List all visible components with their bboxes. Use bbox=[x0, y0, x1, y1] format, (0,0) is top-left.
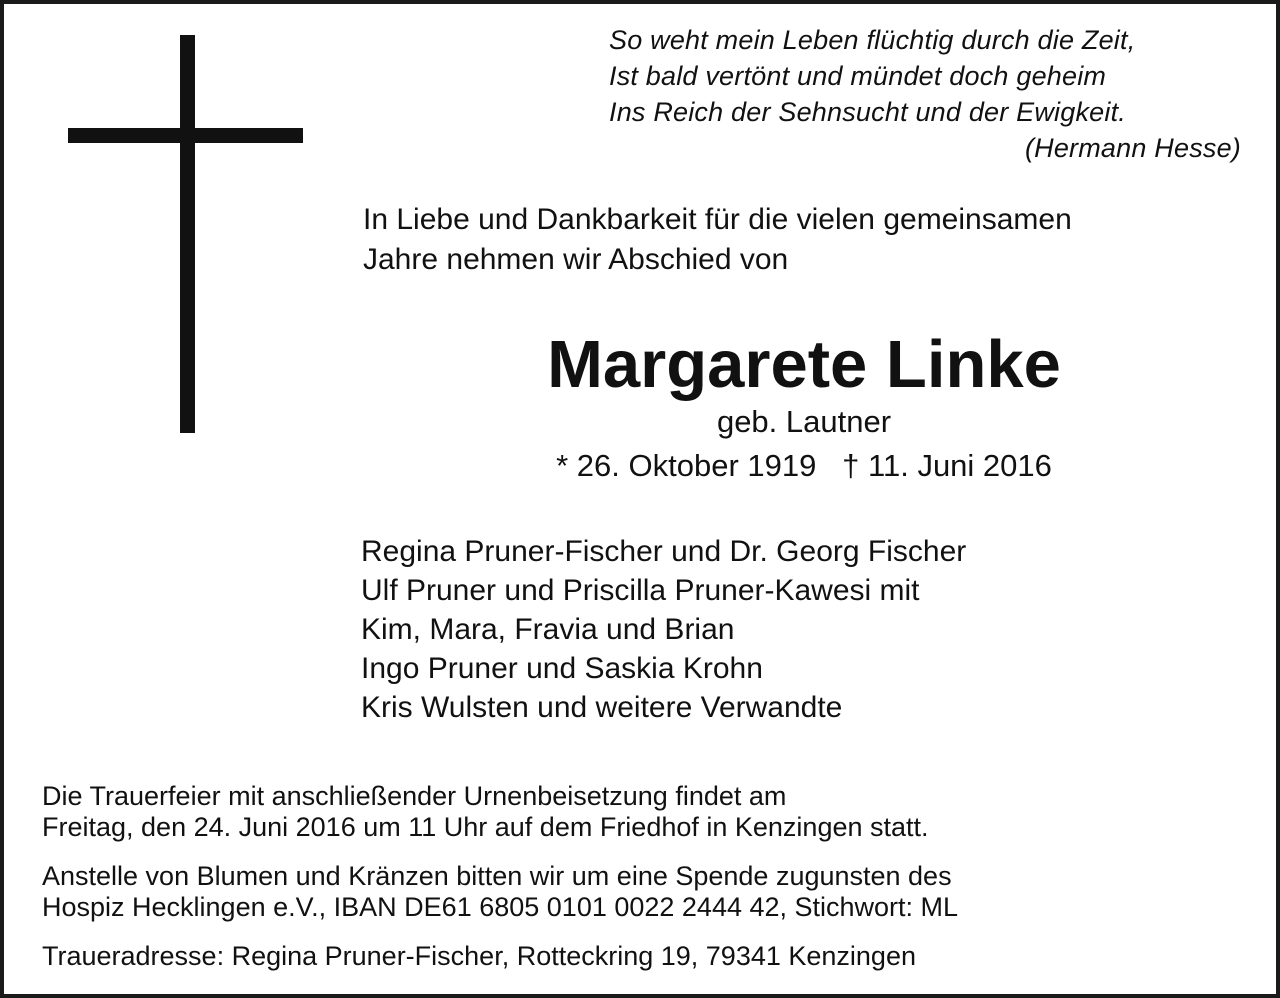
family-member: Kris Wulsten und weitere Verwandte bbox=[361, 691, 843, 724]
intro-line: In Liebe und Dankbarkeit für die vielen gemeinsamen bbox=[363, 203, 1072, 236]
family-member: Ulf Pruner und Priscilla Pruner-Kawesi mit bbox=[361, 574, 920, 607]
deceased-name: Margarete Linke bbox=[547, 327, 1061, 402]
birth-name: geb. Lautner bbox=[716, 404, 892, 439]
family-list bbox=[361, 532, 966, 727]
life-dates: * 26. Oktober 1919 † 11. Juni 2016 bbox=[556, 448, 1052, 483]
poem-line: Ins Reich der Sehnsucht und der Ewigkeit. bbox=[609, 97, 1126, 127]
poem-line: Ist bald vertönt und mündet doch geheim bbox=[609, 61, 1107, 91]
cross-horizontal-bar bbox=[68, 128, 303, 143]
poem-line: So weht mein Leben flüchtig durch die Zeit, bbox=[609, 25, 1136, 55]
family-member: Ingo Pruner und Saskia Krohn bbox=[361, 652, 763, 685]
intro-line: Jahre nehmen wir Abschied von bbox=[363, 243, 789, 276]
intro-text bbox=[363, 200, 1072, 280]
ceremony-info bbox=[42, 781, 929, 843]
mourning-address bbox=[42, 941, 916, 972]
ceremony-line: Die Trauerfeier mit anschließender Urnenbeisetzung findet am bbox=[42, 781, 787, 811]
poem-quote bbox=[609, 22, 1249, 166]
family-member: Kim, Mara, Fravia und Brian bbox=[361, 613, 735, 646]
family-member: Regina Pruner-Fischer und Dr. Georg Fischer bbox=[361, 535, 967, 568]
poem-author: (Hermann Hesse) bbox=[1024, 133, 1241, 163]
ceremony-line: Freitag, den 24. Juni 2016 um 11 Uhr auf dem Friedhof in Kenzingen statt. bbox=[42, 812, 929, 842]
donation-line: Anstelle von Blumen und Kränzen bitten wir um eine Spende zugunsten des bbox=[42, 861, 952, 891]
donation-line: Hospiz Hecklingen e.V., IBAN DE61 6805 0101 0022 2444 42, Stichwort: ML bbox=[42, 892, 959, 922]
address-line: Traueradresse: Regina Pruner-Fischer, Rotteckring 19, 79341 Kenzingen bbox=[42, 941, 916, 971]
donation-info bbox=[42, 861, 958, 923]
cross-vertical-bar bbox=[180, 35, 195, 433]
